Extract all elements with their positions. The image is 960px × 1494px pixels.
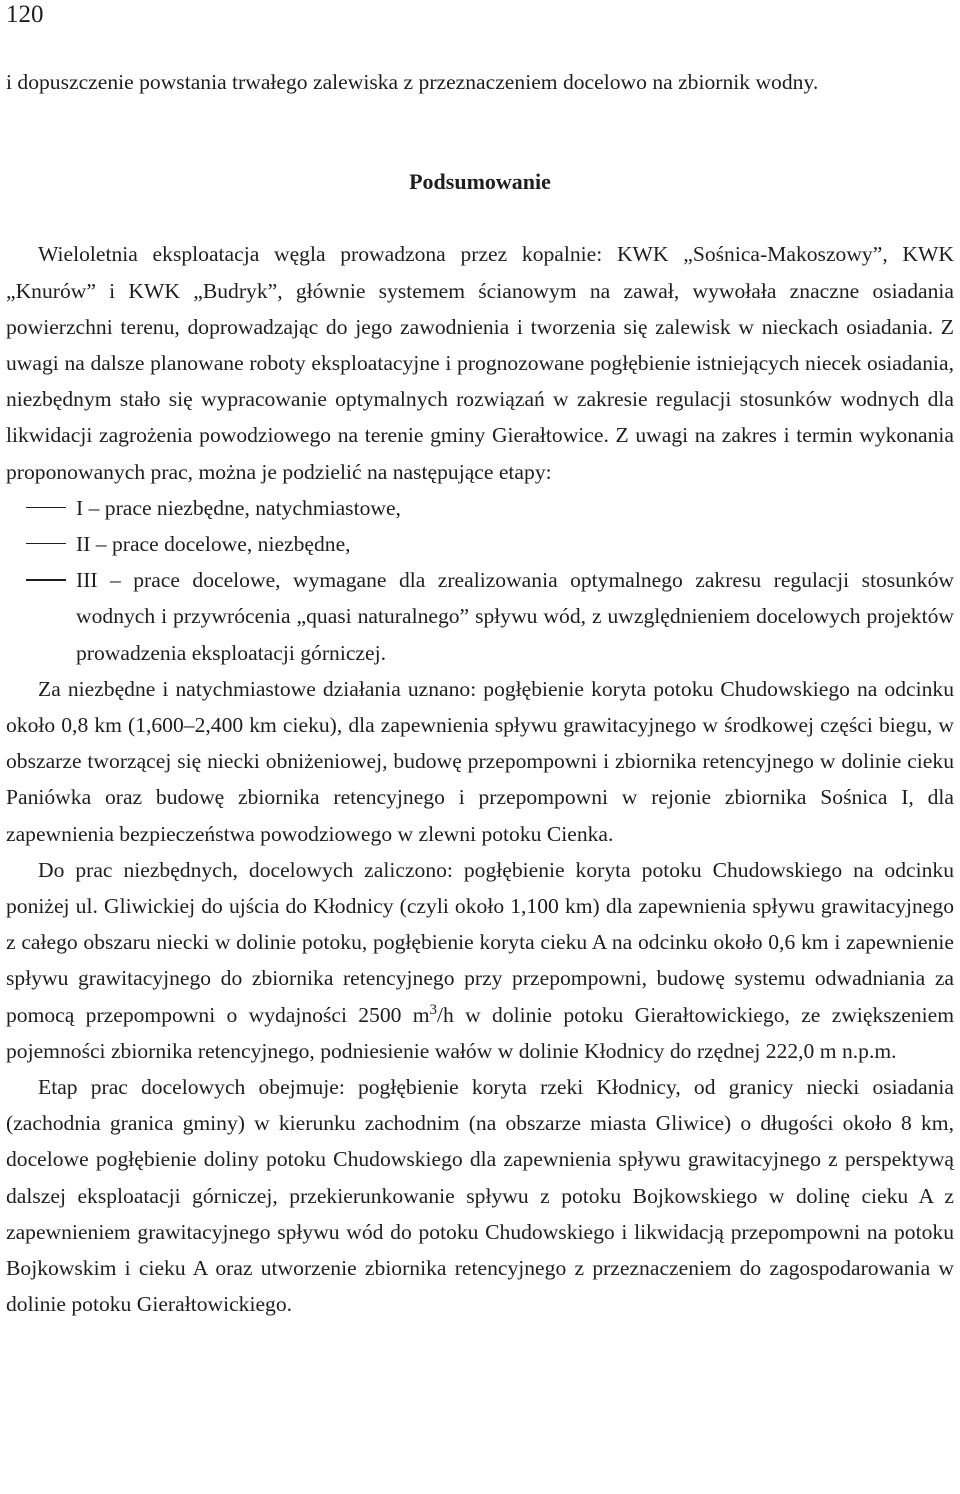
list-item: III – prace docelowe, wymagane dla zrealizowania optymalnego zakresu regulacji stosunków wodnych i przywrócenia „quasi naturalnego” spływu wód, z uwzględnieniem docelowych projektów prowadzenia eksploatacji górniczej. — [6, 562, 954, 671]
stages-list — [6, 490, 954, 671]
document-body — [6, 64, 954, 1323]
summary-paragraph: Wieloletnia eksploatacja węgla prowadzona przez kopalnie: KWK „Sośnica-Makoszowy”, KWK „Knurów” i KWK „Budryk”, głównie systemem ścianowym na zawał, wywołała znaczne osiadania powierzchni terenu, doprowadzając do jego zawodnienia i tworzenia się zalewisk w nieckach osiadania. Z uwagi na dalsze planowane roboty eksploatacyjne i prognozowane pogłębienie istniejących niecek osiadania, niezbędnym stało się wypracowanie optymalnych rozwiązań w zakresie regulacji stosunków wodnych dla likwidacji zagrożenia powodziowego na terenie gminy Gierałtowice. Z uwagi na zakres i termin wykonania proponowanych prac, można je podzielić na następujące etapy: — [6, 242, 954, 484]
section-heading: Podsumowanie — [409, 169, 551, 195]
intro-paragraph: i dopuszczenie powstania trwałego zalewiska z przeznaczeniem docelowo na zbiornik wodny. — [6, 70, 819, 94]
dash-bullet — [26, 507, 66, 508]
urgent-works-paragraph: Za niezbędne i natychmiastowe działania uznano: pogłębienie koryta potoku Chudowskiego na odcinku około 0,8 km (1,600–2,400 km cieku), dla zapewnienia spływu grawitacyjnego w środkowej części biegu, w obszarze tworzącej się niecki obniżeniowej, budowę przepompowni i zbiornika retencyjnego w dolinie cieku Paniówka oraz budowę zbiornika retencyjnego i przepompowni w rejonie zbiornika Sośnica I, dla zapewnienia bezpieczeństwa powodziowego w zlewni potoku Cienka. — [6, 676, 954, 846]
necessary-works-paragraph: Do prac niezbędnych, docelowych zaliczono: pogłębienie koryta potoku Chudowskiego na odcinku poniżej ul. Gliwickiej do ujścia do Kłodnicy (czyli około 1,100 km) dla zapewnienia spływu grawitacyjnego z całego obszaru niecki w dolinie potoku, pogłębienie koryta cieku A na odcinku około 0,6 km i zapewnienie spływu grawitacyjnego do zbiornika retencyjnego przy przepompowni, budowę systemu odwadniania za pomocą przepompowni o wydajności 2500 $m^3/h$ w dolinie potoku Gierałtowickiego, ze zwiększeniem pojemności zbiornika retencyjnego, podniesienie wałów w dolinie Kłodnicy do rzędnej 222,0 m n.p.m. — [6, 857, 954, 1063]
list-item: II – prace docelowe, niezbędne, — [6, 526, 954, 562]
dash-bullet — [26, 543, 66, 544]
superscript-exponent: 3 — [429, 1001, 438, 1018]
list-item: I – prace niezbędne, natychmiastowe, — [6, 490, 954, 526]
final-stage-paragraph: Etap prac docelowych obejmuje: pogłębienie koryta rzeki Kłodnicy, od granicy niecki osiadania (zachodnia granica gminy) w kierunku zachodnim (na obszarze miasta Gliwice) o długości około 8 km, docelowe pogłębienie doliny potoku Chudowskiego dla zapewnienia spływu grawitacyjnego z perspektywą dalszej eksploatacji górniczej, przekierunkowanie spływu z potoku Bojkowskiego w dolinę cieku A z zapewnieniem grawitacyjnego spływu wód do potoku Chudowskiego i likwidacją przepompowni na potoku Bojkowskim i cieku A oraz utworzenie zbiornika retencyjnego z przeznaczeniem do zagospodarowania w dolinie potoku Gierałtowickiego. — [6, 1075, 954, 1317]
page-number: 120 — [6, 1, 44, 28]
dash-bullet — [26, 579, 66, 580]
